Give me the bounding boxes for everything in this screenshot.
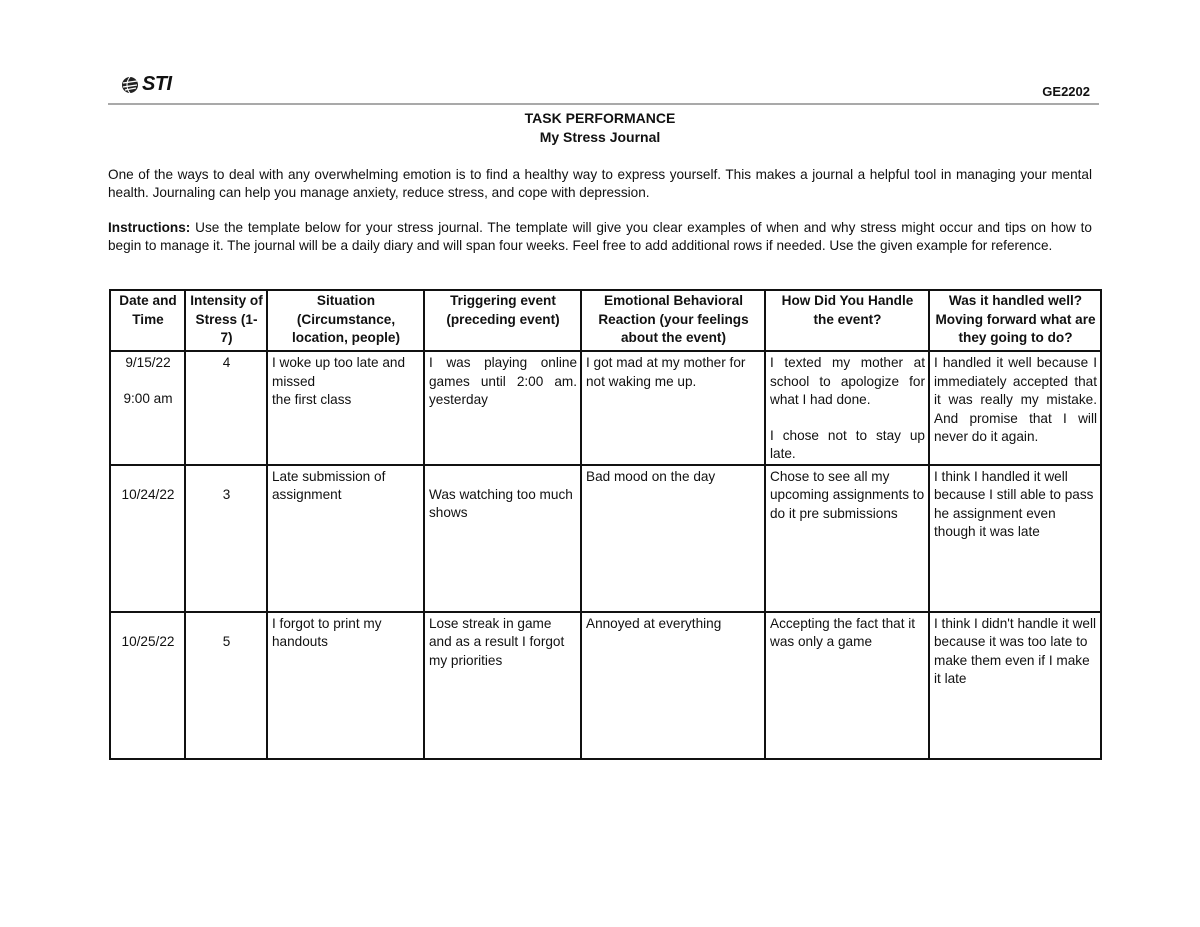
cell-trigger: I was playing online games until 2:00 am. yesterday (424, 351, 581, 465)
situation-line: the first class (272, 392, 352, 407)
header-divider (108, 103, 1099, 105)
header-date-time: Date and Time (110, 290, 185, 351)
cell-reaction: Annoyed at everything (581, 612, 765, 759)
header-handle: How Did You Handle the event? (765, 290, 929, 351)
cell-handled-well: I think I handled it well because I still able to pass he assignment even though it was late (929, 465, 1101, 612)
entry-time: 9:00 am (123, 390, 173, 406)
entry-date: 9/15/22 (125, 355, 171, 370)
entry-intensity: 3 (222, 486, 231, 502)
cell-handle: Chose to see all my upcoming assignments to do it pre submissions (765, 465, 929, 612)
entry-date: 10/24/22 (121, 486, 175, 502)
cell-intensity (185, 465, 267, 612)
situation-line: I woke up too late and missed (272, 355, 406, 389)
table-row (110, 612, 1101, 759)
cell-handle: Accepting the fact that it was only a game (765, 612, 929, 759)
header-reaction: Emotional Behavioral Reaction (your feelings about the event) (581, 290, 765, 351)
sti-logo (120, 73, 172, 96)
cell-intensity: 4 (185, 351, 267, 465)
instructions-label: Instructions: (108, 220, 191, 235)
table-row (110, 465, 1101, 612)
course-code: GE2202 (1042, 84, 1090, 99)
instructions-paragraph (108, 219, 1092, 254)
trigger-text: Was watching too much shows (429, 486, 573, 520)
table-header-row (110, 290, 1101, 351)
header-handled-well: Was it handled well? Moving forward what are they going to do? (929, 290, 1101, 351)
document-subtitle: My Stress Journal (539, 129, 661, 145)
instructions-text: Use the template below for your stress journal. The template will give you clear examples of when and why stress might occur and tips on how to begin to manage it. The journal will be a daily diary and will span four weeks. Feel free to add additional rows if needed. Use the given example for reference. (108, 220, 1092, 253)
cell-trigger: Lose streak in game and as a result I forgot my priorities (424, 612, 581, 759)
document-title: TASK PERFORMANCE (524, 110, 676, 126)
globe-logo-icon (120, 75, 140, 95)
header-trigger: Triggering event (preceding event) (424, 290, 581, 351)
intro-paragraph: One of the ways to deal with any overwhelming emotion is to find a healthy way to express yourself. This makes a journal a helpful tool in managing your mental health. Journaling can help you manage anxiety, reduce stress, and cope with depression. (108, 167, 1092, 200)
cell-date-time (110, 465, 185, 612)
cell-handle (765, 351, 929, 465)
cell-situation: I forgot to print my handouts (267, 612, 424, 759)
entry-intensity: 5 (222, 633, 231, 649)
cell-reaction: I got mad at my mother for not waking me up. (581, 351, 765, 465)
header-situation: Situation (Circumstance, location, people) (267, 290, 424, 351)
cell-situation (267, 351, 424, 465)
cell-reaction: Bad mood on the day (581, 465, 765, 612)
header-intensity: Intensity of Stress (1-7) (185, 290, 267, 351)
cell-date-time (110, 612, 185, 759)
cell-handled-well: I think I didn't handle it well because it was too late to make them even if I make it late (929, 612, 1101, 759)
cell-intensity (185, 612, 267, 759)
document-title-block (0, 109, 1200, 147)
logo-text: STI (142, 73, 172, 95)
cell-trigger (424, 465, 581, 612)
cell-situation: Late submission of assignment (267, 465, 424, 612)
table-row (110, 351, 1101, 465)
stress-journal-table (109, 289, 1102, 760)
handle-line: I texted my mother at school to apologize for what I had done. (770, 355, 925, 407)
handle-line: I chose not to stay up late. (770, 427, 925, 461)
cell-handled-well: I handled it well because I immediately accepted that it was really my mistake. And promise that I will never do it again. (929, 351, 1101, 465)
cell-date-time (110, 351, 185, 465)
entry-date: 10/25/22 (121, 633, 175, 649)
